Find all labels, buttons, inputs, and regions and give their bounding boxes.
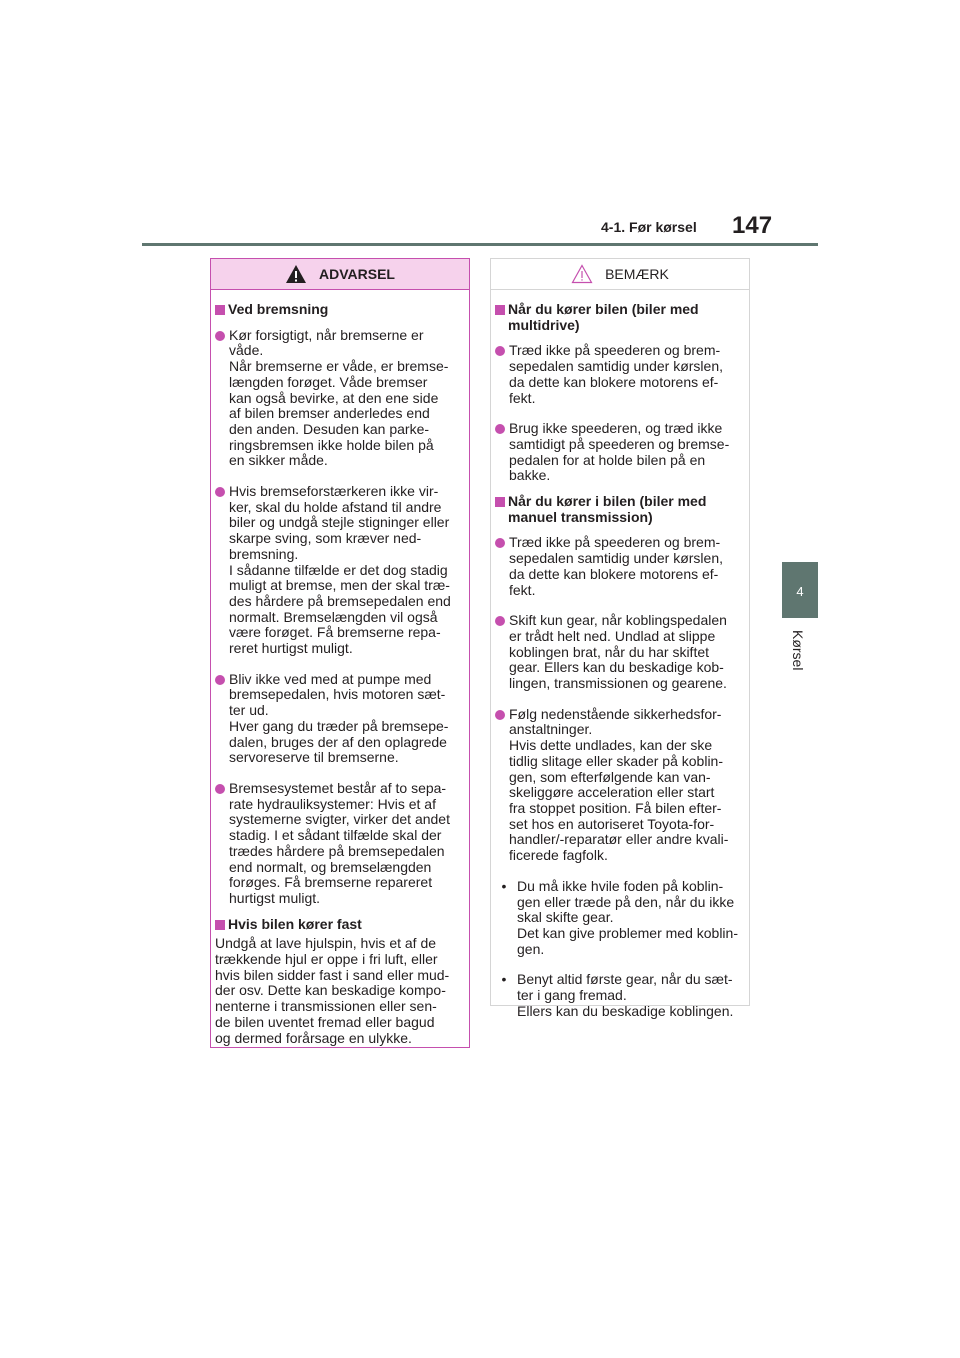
list-item: Bremsesystemet består af to sepa- rate hydrauliksystemer: Hvis et af systemerne svigter, virker det andet stadig. I et sådant tilfælde skal der trædes hårdere på bremsepedalen end normalt, og bremselængden forøges. Få bremserne repareret hurtigst muligt. [215,781,465,907]
dash-item: • Du må ikke hvile foden på koblin- gen eller træde på den, når du ikke skal skifte gear. Det kan give problemer med koblin- gen. [495,879,745,958]
note-body [491,290,749,1019]
square-bullet-icon [215,920,225,930]
section-heading: Hvis bilen kører fast [215,917,465,933]
dash-item: • Benyt altid første gear, når du sæt- ter i gang fremad. Ellers kan du beskadige koblingen. [495,972,745,1019]
note-box [490,258,750,1019]
circle-bullet-icon [215,784,225,794]
header-rule [142,243,818,246]
dash-bullet: • [501,877,507,894]
chapter-tab [782,562,818,618]
note-header [491,259,749,290]
circle-bullet-icon [495,346,505,356]
warning-box [210,258,470,1048]
header-title: 4-1. Før kørsel [601,219,697,235]
list-item: Bliv ikke ved med at pumpe med bremsepedalen, hvis motoren sæt- ter ud. Hver gang du træder på bremsepe- dalen, bruges der af den oplagrede servoreserve til bremserne. [215,672,465,766]
dash-bullet: • [501,971,507,988]
section-heading: Når du kører bilen (biler med multidrive) [495,302,745,333]
caution-triangle-icon [571,264,593,284]
circle-bullet-icon [495,538,505,548]
circle-bullet-icon [495,616,505,626]
circle-bullet-icon [215,675,225,685]
list-item: Træd ikke på speederen og brem- sepedalen samtidig under kørslen, da dette kan blokere motorens ef- fekt. [495,343,745,406]
circle-bullet-icon [215,487,225,497]
square-bullet-icon [495,305,505,315]
list-item: Træd ikke på speederen og brem- sepedalen samtidig under kørslen, da dette kan blokere motorens ef- fekt. [495,535,745,598]
list-item: Følg nedenstående sikkerhedsfor- anstaltninger. Hvis dette undlades, kan der ske tidlig slitage eller skader på koblin- gen, som efterfølgende kan van- skeliggøre acceleration eller start fra stoppet position. Få bilen efter- set hos en autoriseret Toyota-for- handler/-reparatør eller andre kvali- ficerede fagfolk. [495,707,745,864]
section-heading: Ved bremsning [215,302,465,318]
list-item: Skift kun gear, når koblingspedalen er trådt helt ned. Undlad at slippe koblingen brat, når du har skiftet gear. Ellers kan du beskadige kob- lingen, transmissionen og gearene. [495,613,745,692]
list-item: Kør forsigtigt, når bremserne er våde. Når bremserne er våde, er bremse- længden forøget. Våde bremser kan også bevirke, at den ene side af bilen bremser anderledes end den anden. Desuden kan parke- ringsbremsen ikke holde bilen på en sikker måde. [215,328,465,469]
list-item: Hvis bremseforstærkeren ikke vir- ker, skal du holde afstand til andre biler og undgå stejle stigninger eller skarpe sving, som kræver ned- bremsning. I sådanne tilfælde er det dog stadig muligt at bremse, men der skal træ- des hårdere på bremsepedalen end normalt. Bremselængden vil også være forøget. Få bremserne repa- reret hurtigst muligt. [215,484,465,657]
square-bullet-icon [495,497,505,507]
circle-bullet-icon [495,710,505,720]
list-item: Brug ikke speederen, og træd ikke samtidigt på speederen og bremse- pedalen for at holde bilen på en bakke. [495,421,745,484]
warning-body [211,290,469,1046]
chapter-number: 4 [796,584,804,599]
page-number: 147 [732,212,773,239]
chapter-label: Kørsel [790,630,806,671]
warning-triangle-icon [285,264,307,284]
warning-title: ADVARSEL [319,266,395,282]
note-title: BEMÆRK [605,266,669,282]
circle-bullet-icon [495,424,505,434]
section-heading: Når du kører i bilen (biler med manuel transmission) [495,494,745,525]
warning-header [211,259,469,290]
square-bullet-icon [215,305,225,315]
circle-bullet-icon [215,331,225,341]
paragraph: Undgå at lave hjulspin, hvis et af de trækkende hjul er oppe i fri luft, eller hvis bilen sidder fast i sand eller mud- der osv. Dette kan beskadige kompo- nenterne i transmissionen eller sen- de bilen uventet fremad eller bagud og dermed forårsage en ulykke. [215,935,450,1046]
